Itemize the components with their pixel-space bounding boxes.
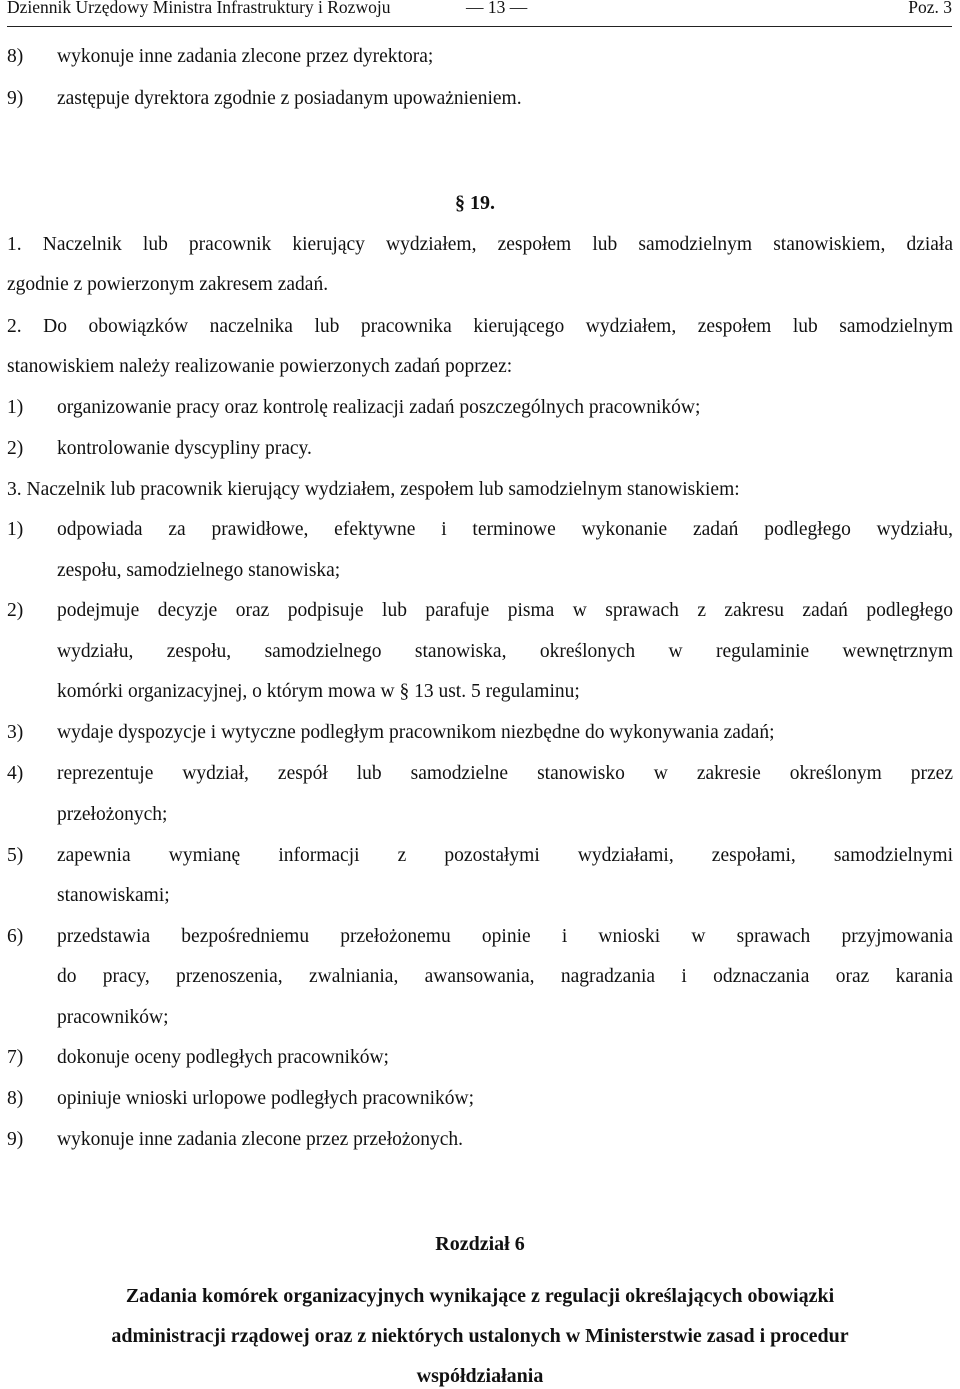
- list-item-text: stanowiskami;: [57, 885, 170, 906]
- list-item-number: 1): [7, 519, 24, 540]
- list-item-text: wydziału, zespołu, samodzielnego stanowiska, określonych w regulaminie wewnętrznym: [57, 641, 953, 662]
- paragraph-line: 2. Do obowiązków naczelnika lub pracownika kierującego wydziałem, zespołem lub samodzielnym: [7, 316, 953, 337]
- list-item-text: przedstawia bezpośredniemu przełożonemu opinie i wnioski w sprawach przyjmowania: [57, 926, 953, 947]
- page-number: — 13 —: [466, 0, 528, 17]
- list-item-number: 9): [7, 88, 24, 109]
- list-item-text: zapewnia wymianę informacji z pozostałymi wydziałami, zespołami, samodzielnymi: [57, 845, 953, 866]
- list-item-number: 8): [7, 1088, 24, 1109]
- list-item-text: opiniuje wnioski urlopowe podległych pracowników;: [57, 1088, 475, 1109]
- section-number: § 19.: [455, 192, 495, 214]
- list-item-text: wykonuje inne zadania zlecone przez przełożonych.: [57, 1129, 464, 1150]
- list-item-number: 4): [7, 763, 24, 784]
- list-item-number: 1): [7, 397, 24, 418]
- list-item-number: 5): [7, 845, 24, 866]
- list-item-text: zespołu, samodzielnego stanowiska;: [57, 560, 341, 581]
- list-item-text: przełożonych;: [57, 804, 168, 825]
- list-item-text: komórki organizacyjnej, o którym mowa w § 13 ust. 5 regulaminu;: [57, 681, 580, 702]
- paragraph-line: zgodnie z powierzonym zakresem zadań.: [7, 274, 329, 295]
- list-item-number: 6): [7, 926, 24, 947]
- chapter-title: Rozdział 6: [435, 1233, 525, 1255]
- chapter-heading-line: Zadania komórek organizacyjnych wynikające z regulacji określających obowiązki: [125, 1285, 835, 1307]
- journal-title: Dziennik Urzędowy Ministra Infrastruktury i Rozwoju: [7, 0, 391, 17]
- list-item-text: wydaje dyspozycje i wytyczne podległym pracownikom niezbędne do wykonywania zadań;: [57, 722, 775, 743]
- list-item-number: 8): [7, 46, 24, 67]
- paragraph-line: stanowiskiem należy realizowanie powierzonych zadań poprzez:: [7, 356, 513, 377]
- list-item-text: zastępuje dyrektora zgodnie z posiadanym upoważnieniem.: [57, 88, 522, 109]
- position-number: Poz. 3: [908, 0, 952, 17]
- page-header: [7, 0, 952, 27]
- list-item-number: 2): [7, 600, 24, 621]
- paragraph-line: 3. Naczelnik lub pracownik kierujący wydziałem, zespołem lub samodzielnym stanowiskiem:: [7, 479, 740, 500]
- list-item-text: do pracy, przenoszenia, zwalniania, awansowania, nagradzania i odznaczania oraz karania: [57, 966, 953, 987]
- list-item-text: podejmuje decyzje oraz podpisuje lub parafuje pisma w sprawach z zakresu zadań podległego: [57, 600, 953, 621]
- paragraph-line: 1. Naczelnik lub pracownik kierujący wydziałem, zespołem lub samodzielnym stanowiskiem, działa: [7, 234, 953, 255]
- list-item-text: dokonuje oceny podległych pracowników;: [57, 1047, 389, 1068]
- list-item-text: pracowników;: [57, 1007, 169, 1028]
- chapter-heading-line: administracji rządowej oraz z niektórych ustalonych w Ministerstwie zasad i procedur: [111, 1325, 849, 1347]
- chapter-heading-line: współdziałania: [416, 1365, 544, 1387]
- list-item-text: kontrolowanie dyscypliny pracy.: [57, 438, 312, 459]
- list-item-number: 2): [7, 438, 24, 459]
- list-item-text: wykonuje inne zadania zlecone przez dyrektora;: [57, 46, 434, 67]
- list-item-number: 9): [7, 1129, 24, 1150]
- list-item-number: 3): [7, 722, 24, 743]
- list-item-number: 7): [7, 1047, 24, 1068]
- list-item-text: organizowanie pracy oraz kontrolę realizacji zadań poszczególnych pracowników;: [57, 397, 701, 418]
- list-item-text: reprezentuje wydział, zespół lub samodzielne stanowisko w zakresie określonym przez: [57, 763, 953, 784]
- list-item-text: odpowiada za prawidłowe, efektywne i terminowe wykonanie zadań podległego wydziału,: [57, 519, 953, 540]
